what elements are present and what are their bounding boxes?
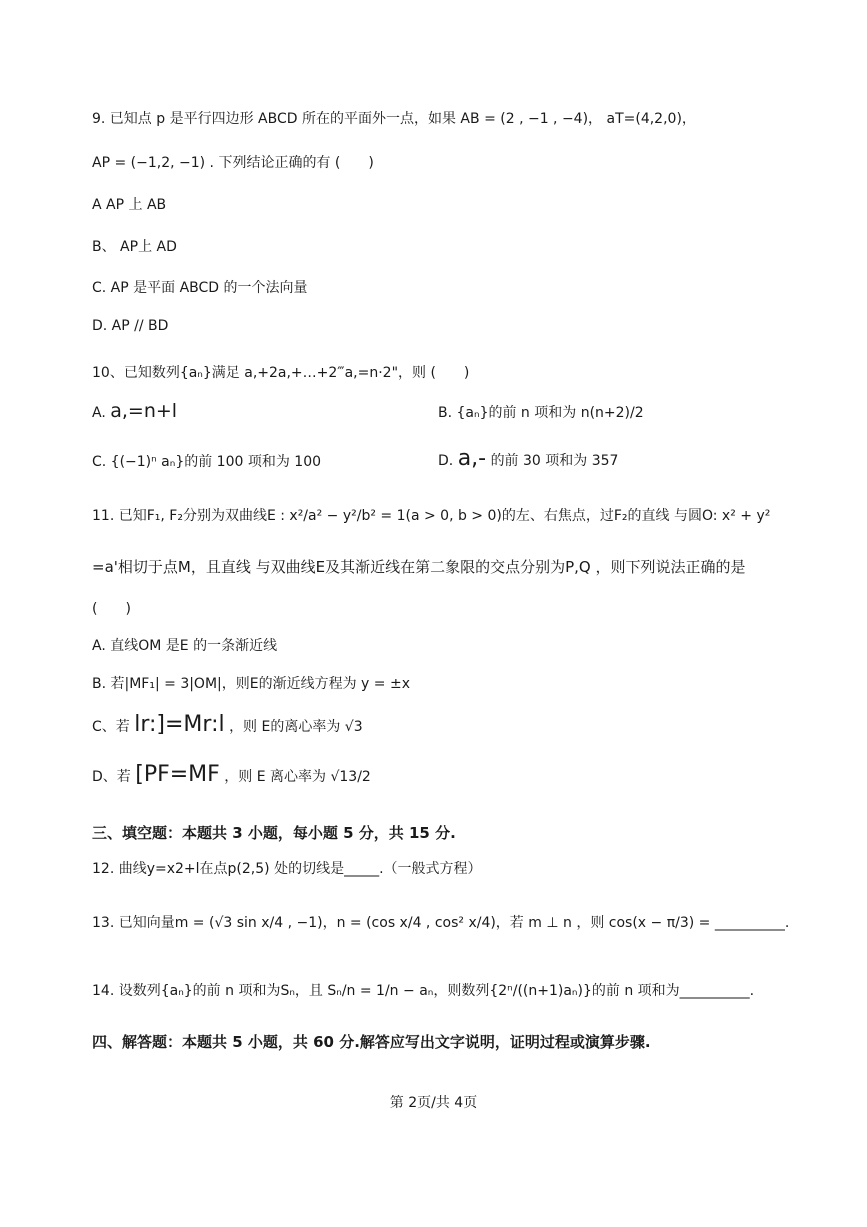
q11-option-b: B. 若|MF₁| = 3|OM|，则E的渐近线方程为 y = ±x [92,676,410,692]
q9-option-d: D. AP // BD [92,318,169,334]
q11-paren: ( ) [92,601,131,617]
q11-option-d-rest: ，则 E 离心率为 √13/2 [224,769,371,785]
q14: 14. 设数列{aₙ}的前 n 项和为Sₙ，且 Sₙ/n = 1/n − aₙ，则数列{2ⁿ/((n+1)aₙ)}的前 n 项和为__________. [92,983,755,999]
q10-option-d-rest: 的前 30 项和为 357 [490,453,619,469]
q10-option-a-prefix: A. [92,405,106,421]
q9-option-b: B、 AP上 AD [92,239,177,255]
q11-option-d [92,762,797,787]
q10-option-d-prefix: D. [438,453,454,469]
section-4-heading: 四、解答题：本题共 5 小题，共 60 分.解答应写出文字说明，证明过程或演算步骤. [92,1033,651,1051]
q11-stem-line2: =a'相切于点M，且直线 与双曲线E及其渐近线在第二象限的交点分别为P,Q ，则下列说法正确的是 [92,558,746,576]
q11-option-c-prefix: C、若 [92,719,130,735]
q10-option-d-text: a,- [457,446,487,471]
q11-option-c-rest: ，则 E的离心率为 √3 [229,719,363,735]
q10-option-b: B. {aₙ}的前 n 项和为 n(n+2)/2 [438,405,644,421]
q11-option-c [92,712,797,737]
q9-stem-line1: 9. 已知点 p 是平行四边形 ABCD 所在的平面外一点，如果 AB = (2 , −1 , −4)， aT=(4,2,0)， [92,111,696,127]
q13: 13. 已知向量m = (√3 sin x/4 , −1)，n = (cos x/4 , cos² x/4)，若 m ⊥ n ，则 cos(x − π/3) = __________. [92,915,790,931]
q11-option-d-prefix: D、若 [92,769,131,785]
q10-option-d [438,446,618,471]
q10-option-a-text: a,=n+l [110,400,178,422]
q10-option-a [92,400,177,422]
q12: 12. 曲线y=x2+l在点p(2,5) 处的切线是_____.（一般式方程） [92,861,482,877]
q10-option-c: C. {(−1)ⁿ aₙ}的前 100 项和为 100 [92,454,322,470]
q9-option-a: A AP 上 AB [92,197,167,213]
q9-stem-line2: AP = (−1,2, −1) . 下列结论正确的有 ( ) [92,155,374,171]
q11-stem-line1: 11. 已知F₁, F₂分别为双曲线E : x²/a² − y²/b² = 1(a > 0, b > 0)的左、右焦点，过F₂的直线 与圆O: x² + y² [92,508,771,524]
q11-option-a: A. 直线OM 是E 的一条渐近线 [92,638,278,654]
q11-option-c-text: lr:]=Mr:l [134,712,225,737]
section-3-heading: 三、填空题：本题共 3 小题，每小题 5 分，共 15 分. [92,824,456,842]
q10-stem: 10、已知数列{aₙ}满足 a,+2a,+…+2‴a,=n·2"，则 ( ) [92,365,470,381]
q9-option-c: C. AP 是平面 ABCD 的一个法向量 [92,280,308,296]
q11-option-d-text: [PF=MF [135,762,220,787]
page-footer: 第 2页/共 4页 [389,1095,478,1111]
